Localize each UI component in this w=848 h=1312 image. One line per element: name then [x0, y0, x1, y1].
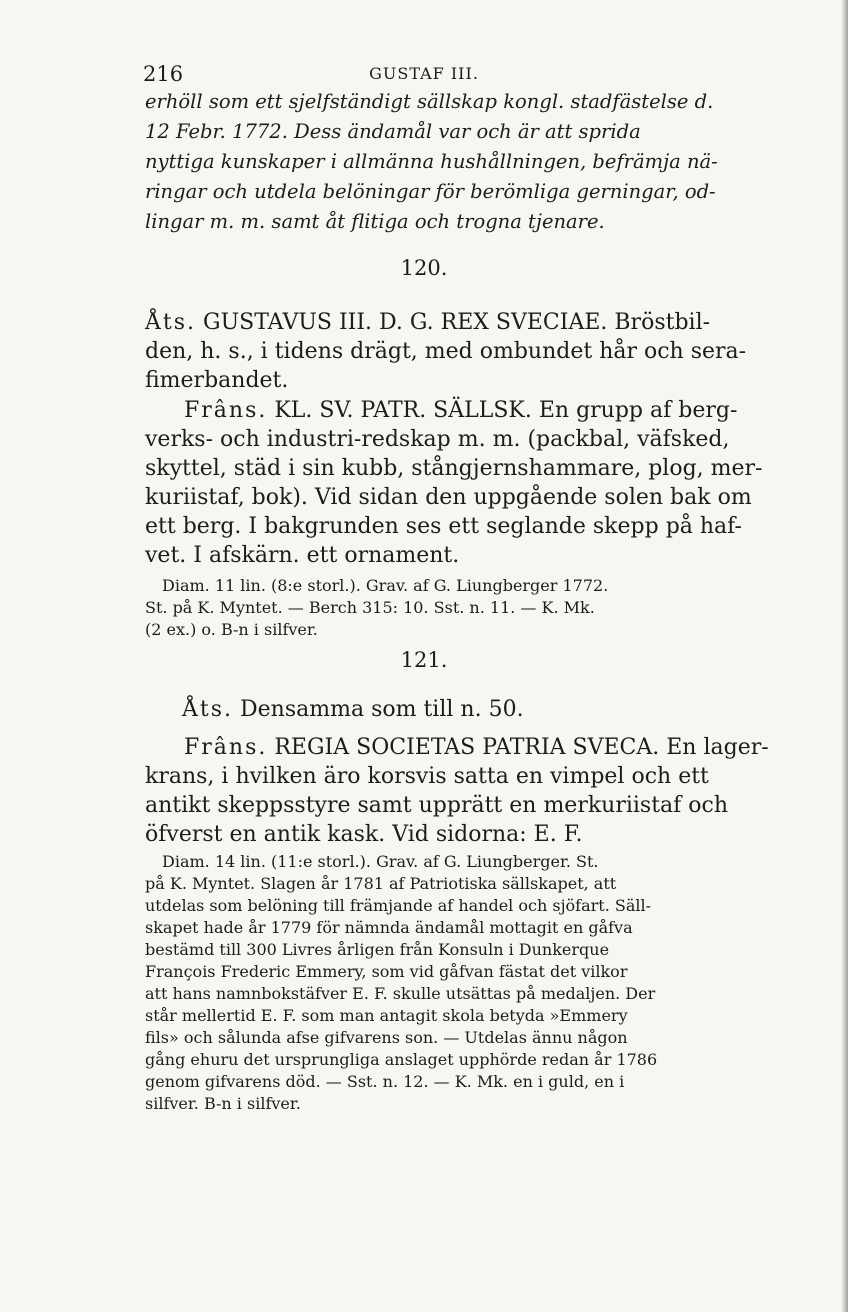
intro-line: ringar och utdela belöningar för berömliga gerningar, od- — [145, 180, 716, 203]
note-line: står mellertid E. F. som man antagit skola betyda »Emmery — [145, 1006, 628, 1025]
reverse-line: skyttel, städ i sin kubb, stångjernshammare, plog, mer- — [145, 456, 763, 481]
running-title: GUSTAF III. — [369, 64, 479, 83]
note-line: François Frederic Emmery, som vid gåfvan fästat det vilkor — [145, 962, 628, 981]
note-line: genom gifvarens död. — Sst. n. 12. — K. Mk. en i guld, en i — [145, 1072, 625, 1091]
intro-line: lingar m. m. samt åt flitiga och trogna tjenare. — [145, 210, 605, 233]
reverse-text: REGIA SOCIETAS PATRIA SVECA. En lager- — [274, 735, 769, 760]
note-line: på K. Myntet. Slagen år 1781 af Patriotiska sällskapet, att — [145, 874, 617, 893]
obverse-label: Åts. — [145, 310, 197, 335]
reverse-label: Frâns. — [184, 735, 268, 760]
intro-line: erhöll som ett sjelfständigt sällskap kongl. stadfästelse d. — [145, 90, 714, 113]
note-line: silfver. B-n i silfver. — [145, 1094, 301, 1113]
note-line: utdelas som belöning till främjande af handel och sjöfart. Säll- — [145, 896, 652, 915]
obverse-line — [182, 697, 524, 722]
intro-line: nyttiga kunskaper i allmänna hushållningen, befrämja nä- — [145, 150, 718, 173]
reverse-line: verks- och industri-redskap m. m. (packbal, väfsked, — [145, 427, 730, 452]
section-number-120: 120. — [400, 256, 448, 280]
obverse-line: den, h. s., i tidens drägt, med ombundet hår och sera- — [145, 339, 747, 364]
intro-line: 12 Febr. 1772. Dess ändamål var och är att sprida — [145, 120, 641, 143]
reverse-line — [184, 398, 737, 423]
page-number: 216 — [143, 62, 184, 86]
reverse-label: Frâns. — [184, 398, 268, 423]
obverse-text: Densamma som till n. 50. — [240, 697, 524, 722]
obverse-line: fimerbandet. — [145, 368, 289, 393]
reverse-line — [184, 735, 769, 760]
note-line: att hans namnbokstäfver E. F. skulle utsättas på medaljen. Der — [145, 984, 656, 1003]
reverse-line: krans, i hvilken äro korsvis satta en vimpel och ett — [145, 764, 709, 789]
obverse-text: GUSTAVUS III. D. G. REX SVECIAE. Bröstbil- — [203, 310, 711, 335]
obverse-label: Åts. — [182, 697, 234, 722]
section-number-121: 121. — [400, 648, 448, 672]
note-line: skapet hade år 1779 för nämnda ändamål mottagit en gåfva — [145, 918, 633, 937]
obverse-line — [145, 310, 710, 335]
reverse-line: ett berg. I bakgrunden ses ett seglande skepp på haf- — [145, 514, 742, 539]
note-line: St. på K. Myntet. — Berch 315: 10. Sst. n. 11. — K. Mk. — [145, 598, 595, 617]
page-edge-shadow — [841, 0, 848, 1312]
reverse-line: vet. I afskärn. ett ornament. — [145, 543, 460, 568]
note-line: (2 ex.) o. B-n i silfver. — [145, 620, 318, 639]
reverse-text: KL. SV. PATR. SÄLLSK. En grupp af berg- — [274, 398, 738, 423]
note-line: gång ehuru det ursprungliga anslaget upphörde redan år 1786 — [145, 1050, 658, 1069]
note-line: bestämd till 300 Livres årligen från Konsuln i Dunkerque — [145, 940, 610, 959]
note-line: fils» och sålunda afse gifvarens son. — Utdelas ännu någon — [145, 1028, 628, 1047]
note-line: Diam. 11 lin. (8:e storl.). Grav. af G. Liungberger 1772. — [162, 576, 609, 595]
reverse-line: öfverst en antik kask. Vid sidorna: E. F. — [145, 822, 583, 847]
reverse-line: antikt skeppsstyre samt upprätt en merkuriistaf och — [145, 793, 729, 818]
reverse-line: kuriistaf, bok). Vid sidan den uppgående solen bak om — [145, 485, 752, 510]
note-line: Diam. 14 lin. (11:e storl.). Grav. af G. Liungberger. St. — [162, 852, 599, 871]
